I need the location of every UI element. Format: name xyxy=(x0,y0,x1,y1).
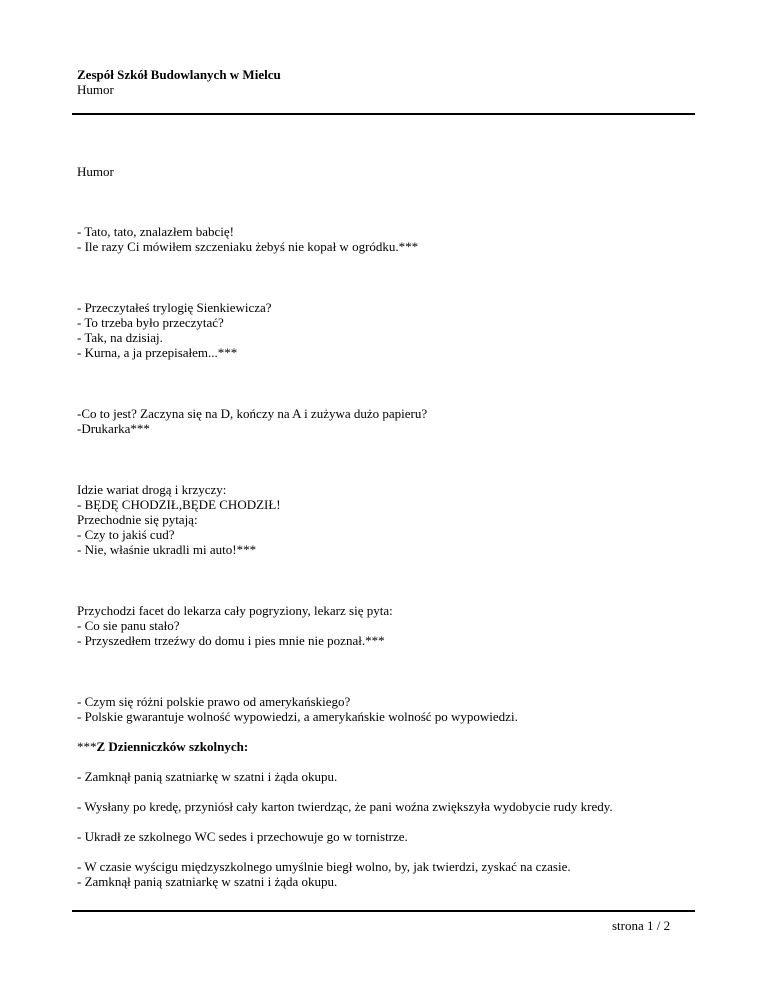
entry-line: - Ukradł ze szkolnego WC sedes i przechowuje go w tornistrze. xyxy=(77,829,408,844)
joke-line: - Tato, tato, znalazłem babcię! xyxy=(77,224,234,239)
joke-line: -Drukarka*** xyxy=(77,421,150,436)
diary-entry xyxy=(77,829,687,844)
joke-line: - Tak, na dzisiaj. xyxy=(77,330,163,345)
section-title: Z Dzienniczków szkolnych: xyxy=(96,739,249,754)
joke-line: - Przeczytałeś trylogię Sienkiewicza? xyxy=(77,300,272,315)
header-divider xyxy=(72,113,695,115)
diary-entry xyxy=(77,799,687,814)
joke-line: - Czy to jakiś cud? xyxy=(77,527,175,542)
joke-line: - BĘDĘ CHODZIŁ,BĘDE CHODZIŁ! xyxy=(77,497,281,512)
article-body xyxy=(77,164,687,889)
section-prefix: *** xyxy=(77,739,97,754)
school-name: Zespół Szkół Budowlanych w Mielcu xyxy=(77,67,281,82)
joke-line: - Polskie gwarantuje wolność wypowiedzi, a amerykańskie wolność po wypowiedzi. xyxy=(77,709,518,724)
joke-block xyxy=(77,603,687,648)
entry-line: - Wysłany po kredę, przyniósł cały karton twierdząc, że pani woźna zwiększyła wydobycie rudy kredy. xyxy=(77,799,613,814)
entry-line: - W czasie wyścigu międzyszkolnego umyślnie biegł wolno, by, jak twierdzi, zyskać na czasie. xyxy=(77,859,571,874)
diary-entry xyxy=(77,859,687,889)
article-heading: Humor xyxy=(77,164,114,179)
header-subtitle: Humor xyxy=(77,82,114,97)
joke-line: -Co to jest? Zaczyna się na D, kończy na A i zużywa dużo papieru? xyxy=(77,406,428,421)
diary-entry xyxy=(77,769,687,784)
page-number: strona 1 / 2 xyxy=(612,918,671,933)
joke-line: - Przyszedłem trzeźwy do domu i pies mnie nie poznał.*** xyxy=(77,633,385,648)
joke-line: Przychodzi facet do lekarza cały pogryziony, lekarz się pyta: xyxy=(77,603,393,618)
joke-block xyxy=(77,406,687,436)
joke-line: - Ile razy Ci mówiłem szczeniaku żebyś nie kopał w ogródku.*** xyxy=(77,239,419,254)
joke-block xyxy=(77,224,687,254)
footer-divider xyxy=(72,910,695,912)
joke-block xyxy=(77,694,687,724)
section-heading xyxy=(77,739,687,754)
joke-line: Przechodnie się pytają: xyxy=(77,512,198,527)
entry-line: - Zamknął panią szatniarkę w szatni i żąda okupu. xyxy=(77,874,338,889)
joke-line: - Czym się różni polskie prawo od amerykańskiego? xyxy=(77,694,351,709)
joke-line: - To trzeba było przeczytać? xyxy=(77,315,224,330)
joke-line: - Co sie panu stało? xyxy=(77,618,180,633)
entry-line: - Zamknął panią szatniarkę w szatni i żąda okupu. xyxy=(77,769,338,784)
joke-block xyxy=(77,300,687,360)
joke-line: Idzie wariat drogą i krzyczy: xyxy=(77,482,227,497)
joke-line: - Nie, właśnie ukradli mi auto!*** xyxy=(77,542,257,557)
joke-line: - Kurna, a ja przepisałem...*** xyxy=(77,345,238,360)
joke-block xyxy=(77,482,687,557)
